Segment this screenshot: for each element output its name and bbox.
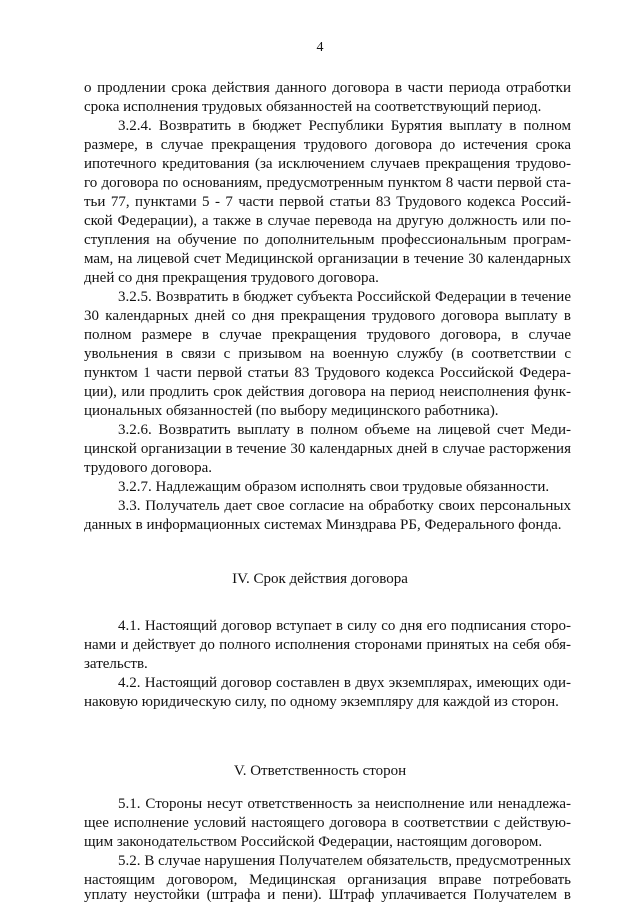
- paragraph-line: циональных обязанностей (по выбору медицинского работника).: [84, 403, 499, 419]
- paragraph-line: ции), или продлить срок действия договора на период неисполнения функ-: [84, 384, 571, 400]
- paragraph-line: 3.2.7. Надлежащим образом исполнять свои трудовые обязанности.: [118, 479, 550, 495]
- paragraph-line: 5.2. В случае нарушения Получателем обязательств, предусмотренных: [118, 853, 571, 869]
- paragraph-line: 4.1. Настоящий договор вступает в силу со дня его подписания сторо-: [118, 618, 571, 634]
- section-heading: V. Ответственность сторон: [233, 763, 407, 779]
- paragraph-line: зательств.: [84, 656, 148, 672]
- paragraph-line: увольнения в связи с призывом на военную службу (в соответствии с: [84, 346, 571, 362]
- paragraph-line: пунктом 1 части первой статьи 83 Трудового кодекса Российской Федера-: [84, 365, 571, 381]
- paragraph-line: дней со дня прекращения трудового договора.: [84, 270, 379, 286]
- paragraph-line: ипотечного кредитования (за исключением случаев прекращения трудово-: [84, 156, 571, 172]
- paragraph-line: 4.2. Настоящий договор составлен в двух экземплярах, имеющих оди-: [118, 675, 571, 691]
- paragraph-line: срока исполнения трудовых обязанностей на соответствующий период.: [84, 99, 542, 115]
- paragraph-line: 30 календарных дней со дня прекращения трудового договора выплату в: [84, 308, 571, 324]
- paragraph-line: 3.3. Получатель дает свое согласие на обработку своих персональных: [118, 498, 571, 514]
- paragraph-line: цинской организации в течение 30 календарных дней в случае расторжения: [84, 441, 571, 457]
- paragraph-line: щее исполнение условий настоящего договора в соответствии с действую-: [84, 815, 571, 831]
- paragraph-line: полном размере в случае прекращения трудового договора, в случае: [84, 327, 571, 343]
- paragraph-line: мам, на лицевой счет Медицинской организации в течение 30 календарных: [84, 251, 571, 267]
- section-heading: IV. Срок действия договора: [232, 571, 408, 587]
- paragraph-line: 3.2.5. Возвратить в бюджет субъекта Российской Федерации в течение: [118, 289, 571, 305]
- paragraph-line: уплату неустойки (штрафа и пени). Штраф уплачивается Получателем в: [84, 887, 571, 903]
- page-number: 4: [316, 40, 324, 55]
- paragraph-line: го договора по основаниям, предусмотренным пунктом 8 части первой ста-: [84, 175, 571, 191]
- paragraph-line: тьи 77, пунктами 5 - 7 части первой статьи 83 Трудового кодекса Россий-: [84, 194, 571, 210]
- paragraph-line: наковую юридическую силу, по одному экземпляру для каждой из сторон.: [84, 694, 559, 710]
- paragraph-line: трудового договора.: [84, 460, 213, 476]
- paragraph-line: ступления на обучение по дополнительным профессиональным програм-: [84, 232, 571, 248]
- paragraph-line: 5.1. Стороны несут ответственность за неисполнение или ненадлежа-: [118, 796, 571, 812]
- paragraph-line: о продлении срока действия данного договора в части периода отработки: [84, 80, 571, 96]
- paragraph-line: данных в информационных системах Минздрава РБ, Федерального фонда.: [84, 517, 562, 533]
- paragraph-line: 3.2.6. Возвратить выплату в полном объеме на лицевой счет Меди-: [118, 422, 571, 438]
- paragraph-line: нами и действует до полного исполнения сторонами принятых на себя обя-: [84, 637, 571, 653]
- paragraph-line: размере, в случае прекращения трудового договора до истечения срока: [84, 137, 571, 153]
- paragraph-line: 3.2.4. Возвратить в бюджет Республики Бурятия выплату в полном: [118, 118, 571, 134]
- paragraph-line: щим законодательством Российской Федерации, настоящим договором.: [84, 834, 543, 850]
- paragraph-line: ской Федерации), а также в случае перевода на другую должность или по-: [84, 213, 571, 229]
- paragraph-line: настоящим договором, Медицинская организация вправе потребовать: [84, 872, 571, 888]
